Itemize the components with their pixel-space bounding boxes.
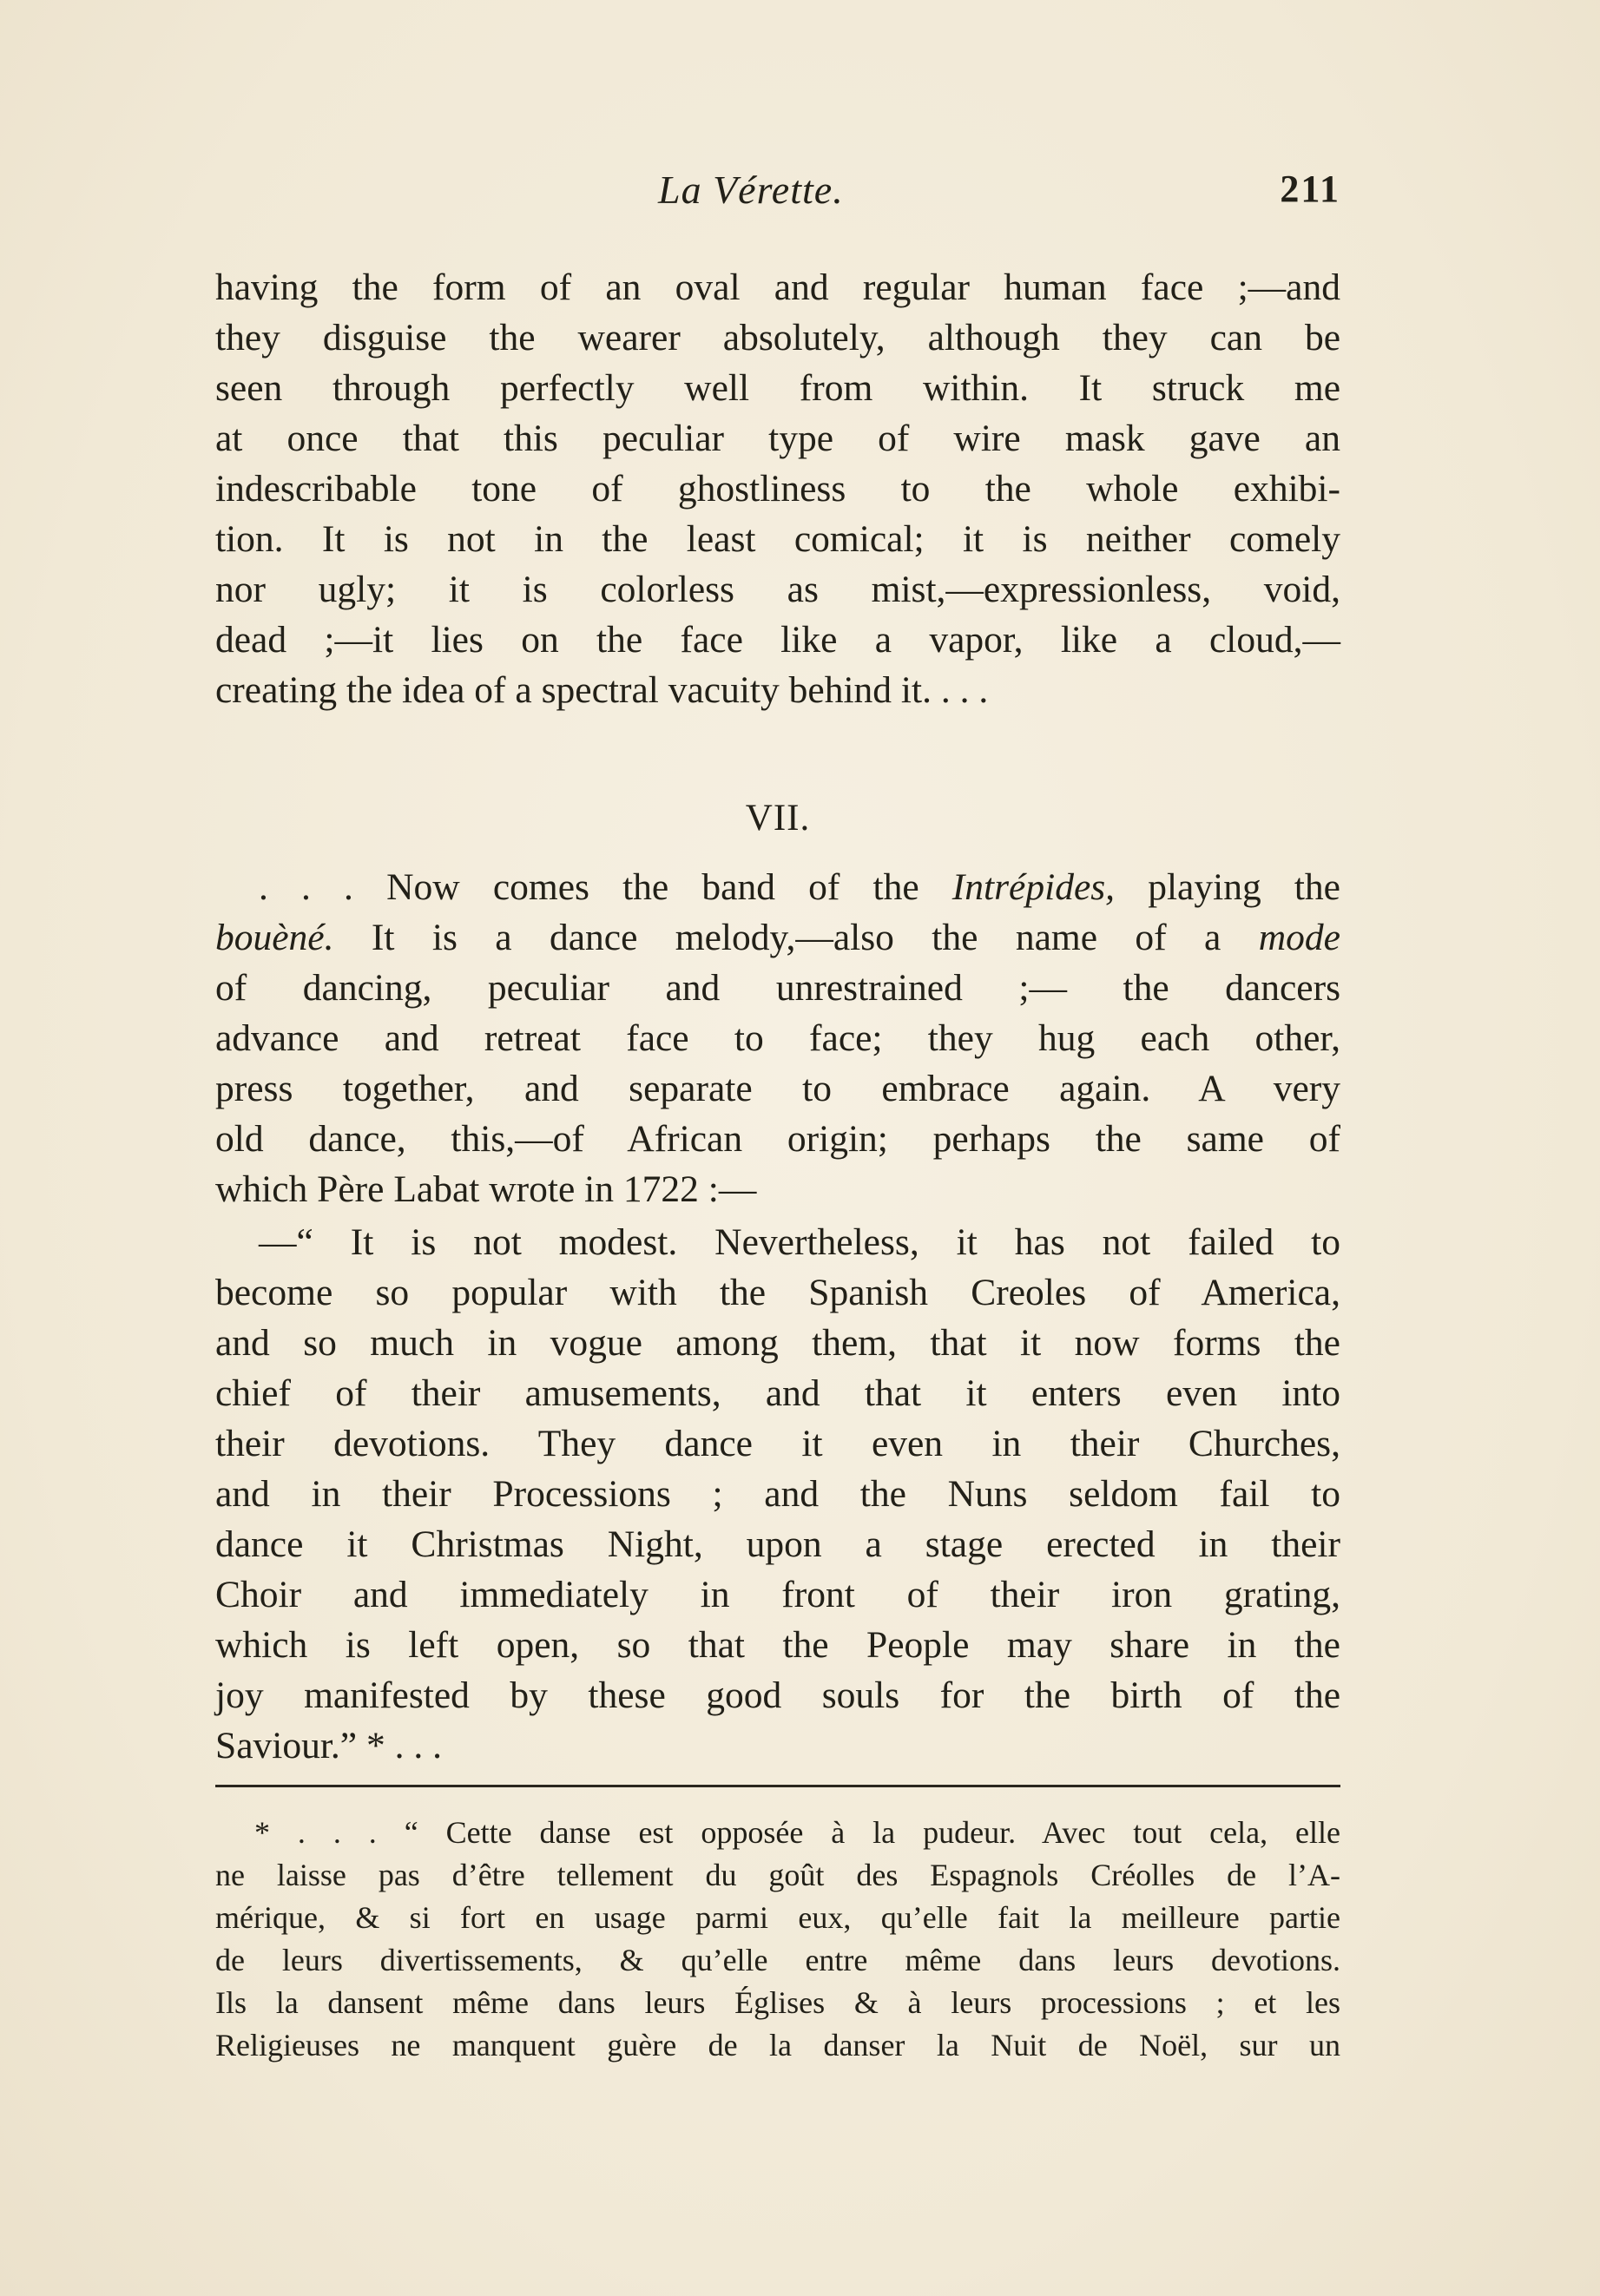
text-line: which Père Labat wrote in 1722 :— xyxy=(215,1168,757,1210)
italic-term: Intrépides, xyxy=(951,866,1116,908)
text-span: playing the xyxy=(1115,866,1340,908)
footnote-line: * . . . “ Cette danse est opposée à la pudeur. Avec tout cela, elle xyxy=(254,1815,1340,1850)
text-line: they disguise the wearer absolutely, although they can be xyxy=(215,317,1340,359)
text-line xyxy=(215,862,1340,912)
text-line: and so much in vogue among them, that it now forms the xyxy=(215,1322,1340,1364)
footnote-divider xyxy=(215,1785,1340,1787)
text-line: joy manifested by these good souls for the birth of the xyxy=(215,1674,1340,1716)
text-line xyxy=(215,912,1340,963)
italic-term: bouèné. xyxy=(215,917,334,958)
text-line: chief of their amusements, and that it enters even into xyxy=(215,1372,1340,1414)
text-line: and in their Processions ; and the Nuns seldom fail to xyxy=(215,1473,1340,1515)
page-header xyxy=(215,167,1340,227)
text-span: It is a dance melody,—also the name of a xyxy=(333,917,1259,958)
text-line: creating the idea of a spectral vacuity behind it. . . . xyxy=(215,669,989,711)
text-line: press together, and separate to embrace again. A very xyxy=(215,1068,1340,1109)
paragraph-labat-quote xyxy=(215,1217,1340,1771)
footnote-line: Religieuses ne manquent guère de la danser la Nuit de Noël, sur un xyxy=(215,2028,1340,2062)
text-line: which is left open, so that the People may share in the xyxy=(215,1624,1340,1666)
text-line: dance it Christmas Night, upon a stage erected in their xyxy=(215,1523,1340,1565)
text-line: indescribable tone of ghostliness to the whole exhibi- xyxy=(215,468,1340,510)
text-line: Choir and immediately in front of their iron grating, xyxy=(215,1574,1340,1615)
text-line: at once that this peculiar type of wire mask gave an xyxy=(215,418,1340,459)
text-line: having the form of an oval and regular human face ;—and xyxy=(215,266,1340,308)
text-line: their devotions. They dance it even in their Churches, xyxy=(215,1423,1340,1464)
text-line: nor ugly; it is colorless as mist,—expressionless, void, xyxy=(215,569,1340,610)
running-title: La Vérette. xyxy=(658,168,844,212)
section-heading: VII. xyxy=(745,798,811,839)
text-line: dead ;—it lies on the face like a vapor, like a cloud,— xyxy=(215,619,1340,661)
footnote xyxy=(215,1812,1340,2067)
text-line: advance and retreat face to face; they hug each other, xyxy=(215,1017,1340,1059)
footnote-line: mérique, & si fort en usage parmi eux, qu’elle fait la meilleure partie xyxy=(215,1900,1340,1935)
text-line: Saviour.” * . . . xyxy=(215,1725,442,1766)
text-line: tion. It is not in the least comical; it is neither comely xyxy=(215,518,1340,560)
text-span: . . . Now comes the band of the xyxy=(259,866,952,908)
page-number: 211 xyxy=(1280,168,1340,210)
paragraph-bouene-dance xyxy=(215,862,1340,1214)
text-line: of dancing, peculiar and unrestrained ;— the dancers xyxy=(215,967,1340,1009)
text-line: become so popular with the Spanish Creoles of America, xyxy=(215,1272,1340,1313)
footnote-line: Ils la dansent même dans leurs Églises & à leurs processions ; et les xyxy=(215,1985,1340,2020)
text-line: old dance, this,—of African origin; perhaps the same of xyxy=(215,1118,1340,1160)
footnote-line: ne laisse pas d’être tellement du goût des Espagnols Créolles de l’A- xyxy=(215,1858,1340,1892)
paragraph-mask-description xyxy=(215,262,1340,715)
footnote-line: de leurs divertissements, & qu’elle entre même dans leurs devotions. xyxy=(215,1943,1340,1977)
italic-term: mode xyxy=(1258,917,1340,958)
text-line: —“ It is not modest. Nevertheless, it has not failed to xyxy=(259,1221,1340,1263)
text-line: seen through perfectly well from within. It struck me xyxy=(215,367,1340,409)
